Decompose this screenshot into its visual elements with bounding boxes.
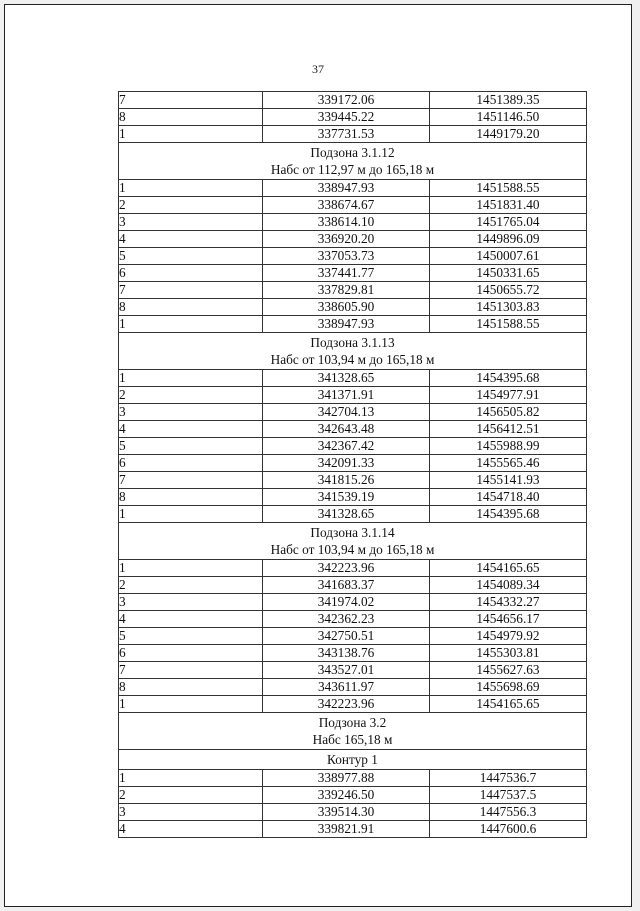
- x-coordinate-cell: 337829.81: [263, 282, 430, 299]
- y-coordinate-cell: 1449179.20: [430, 126, 587, 143]
- zone-height-range: Набс от 112,97 м до 165,18 м: [270, 162, 435, 177]
- y-coordinate-cell: 1451146.50: [430, 109, 587, 126]
- point-number-cell: 1: [119, 126, 263, 143]
- table-row: [119, 197, 587, 214]
- x-coordinate-cell: 338614.10: [263, 214, 430, 231]
- table-row: [119, 214, 587, 231]
- y-coordinate-cell: 1454332.27: [430, 594, 587, 611]
- point-number-cell: 5: [119, 438, 263, 455]
- x-coordinate-cell: 341815.26: [263, 472, 430, 489]
- table-row: [119, 438, 587, 455]
- point-number-cell: 2: [119, 387, 263, 404]
- table-row: [119, 787, 587, 804]
- y-coordinate-cell: 1447537.5: [430, 787, 587, 804]
- zone-height-range: Набс 165,18 м: [312, 732, 393, 747]
- zone-title: Подзона 3.1.14: [310, 525, 395, 540]
- y-coordinate-cell: 1455565.46: [430, 455, 587, 472]
- table-row: [119, 92, 587, 109]
- x-coordinate-cell: 342643.48: [263, 421, 430, 438]
- y-coordinate-cell: 1455303.81: [430, 645, 587, 662]
- table-row: [119, 662, 587, 679]
- y-coordinate-cell: 1450655.72: [430, 282, 587, 299]
- zone-title: Подзона 3.1.13: [310, 335, 395, 350]
- y-coordinate-cell: 1454656.17: [430, 611, 587, 628]
- table-row: [119, 594, 587, 611]
- x-coordinate-cell: 341371.91: [263, 387, 430, 404]
- zone-heading-cell: [119, 523, 587, 560]
- table-row: [119, 472, 587, 489]
- point-number-cell: 2: [119, 577, 263, 594]
- x-coordinate-cell: 341328.65: [263, 370, 430, 387]
- y-coordinate-cell: 1451588.55: [430, 180, 587, 197]
- table-row: [119, 611, 587, 628]
- table-row: [119, 560, 587, 577]
- zone-heading-row: [119, 750, 587, 770]
- x-coordinate-cell: 338605.90: [263, 299, 430, 316]
- point-number-cell: 7: [119, 472, 263, 489]
- zone-heading-cell: [119, 333, 587, 370]
- point-number-cell: 4: [119, 421, 263, 438]
- point-number-cell: 3: [119, 404, 263, 421]
- x-coordinate-cell: 341328.65: [263, 506, 430, 523]
- table-row: [119, 316, 587, 333]
- point-number-cell: 1: [119, 770, 263, 787]
- point-number-cell: 1: [119, 180, 263, 197]
- table-row: [119, 770, 587, 787]
- table-row: [119, 404, 587, 421]
- y-coordinate-cell: 1447536.7: [430, 770, 587, 787]
- zone-heading-cell: [119, 713, 587, 750]
- point-number-cell: 2: [119, 787, 263, 804]
- point-number-cell: 5: [119, 628, 263, 645]
- x-coordinate-cell: 343611.97: [263, 679, 430, 696]
- x-coordinate-cell: 338947.93: [263, 180, 430, 197]
- table-row: [119, 804, 587, 821]
- table-row: [119, 180, 587, 197]
- y-coordinate-cell: 1455141.93: [430, 472, 587, 489]
- zone-height-range: Набс от 103,94 м до 165,18 м: [270, 542, 435, 557]
- x-coordinate-cell: 339172.06: [263, 92, 430, 109]
- x-coordinate-cell: 342362.23: [263, 611, 430, 628]
- point-number-cell: 8: [119, 109, 263, 126]
- point-number-cell: 4: [119, 611, 263, 628]
- zone-height-range: Набс от 103,94 м до 165,18 м: [270, 352, 435, 367]
- table-row: [119, 387, 587, 404]
- table-row: [119, 696, 587, 713]
- point-number-cell: 5: [119, 248, 263, 265]
- y-coordinate-cell: 1447556.3: [430, 804, 587, 821]
- x-coordinate-cell: 342750.51: [263, 628, 430, 645]
- y-coordinate-cell: 1451303.83: [430, 299, 587, 316]
- y-coordinate-cell: 1455698.69: [430, 679, 587, 696]
- y-coordinate-cell: 1451831.40: [430, 197, 587, 214]
- table-row: [119, 265, 587, 282]
- point-number-cell: 1: [119, 560, 263, 577]
- y-coordinate-cell: 1456505.82: [430, 404, 587, 421]
- table-row: [119, 421, 587, 438]
- y-coordinate-cell: 1454718.40: [430, 489, 587, 506]
- point-number-cell: 1: [119, 370, 263, 387]
- point-number-cell: 7: [119, 282, 263, 299]
- y-coordinate-cell: 1454979.92: [430, 628, 587, 645]
- x-coordinate-cell: 342091.33: [263, 455, 430, 472]
- table-row: [119, 628, 587, 645]
- point-number-cell: 8: [119, 679, 263, 696]
- point-number-cell: 7: [119, 662, 263, 679]
- table-row: [119, 506, 587, 523]
- coordinates-table: [118, 91, 587, 838]
- page-number: 37: [312, 62, 324, 76]
- y-coordinate-cell: 1456412.51: [430, 421, 587, 438]
- table-row: [119, 821, 587, 838]
- x-coordinate-cell: 343138.76: [263, 645, 430, 662]
- zone-heading-row: [119, 713, 587, 750]
- x-coordinate-cell: 337441.77: [263, 265, 430, 282]
- x-coordinate-cell: 341539.19: [263, 489, 430, 506]
- x-coordinate-cell: 342223.96: [263, 560, 430, 577]
- x-coordinate-cell: 343527.01: [263, 662, 430, 679]
- y-coordinate-cell: 1454395.68: [430, 506, 587, 523]
- table-row: [119, 679, 587, 696]
- point-number-cell: 3: [119, 214, 263, 231]
- x-coordinate-cell: 338674.67: [263, 197, 430, 214]
- y-coordinate-cell: 1451765.04: [430, 214, 587, 231]
- y-coordinate-cell: 1455627.63: [430, 662, 587, 679]
- y-coordinate-cell: 1454395.68: [430, 370, 587, 387]
- zone-title: Подзона 3.2: [318, 715, 387, 730]
- x-coordinate-cell: 337053.73: [263, 248, 430, 265]
- y-coordinate-cell: 1454977.91: [430, 387, 587, 404]
- document-page: [4, 4, 632, 907]
- x-coordinate-cell: 337731.53: [263, 126, 430, 143]
- y-coordinate-cell: 1454165.65: [430, 696, 587, 713]
- table-row: [119, 645, 587, 662]
- point-number-cell: 1: [119, 316, 263, 333]
- zone-heading-row: [119, 143, 587, 180]
- point-number-cell: 3: [119, 594, 263, 611]
- table-row: [119, 231, 587, 248]
- point-number-cell: 4: [119, 821, 263, 838]
- x-coordinate-cell: 336920.20: [263, 231, 430, 248]
- table-row: [119, 109, 587, 126]
- y-coordinate-cell: 1449896.09: [430, 231, 587, 248]
- coordinates-table-body: [119, 92, 587, 838]
- table-row: [119, 489, 587, 506]
- x-coordinate-cell: 342223.96: [263, 696, 430, 713]
- point-number-cell: 4: [119, 231, 263, 248]
- point-number-cell: 2: [119, 197, 263, 214]
- x-coordinate-cell: 341683.37: [263, 577, 430, 594]
- table-row: [119, 126, 587, 143]
- y-coordinate-cell: 1455988.99: [430, 438, 587, 455]
- y-coordinate-cell: 1447600.6: [430, 821, 587, 838]
- x-coordinate-cell: 341974.02: [263, 594, 430, 611]
- x-coordinate-cell: 339514.30: [263, 804, 430, 821]
- point-number-cell: 7: [119, 92, 263, 109]
- zone-heading-cell: [119, 750, 587, 770]
- x-coordinate-cell: 339821.91: [263, 821, 430, 838]
- point-number-cell: 8: [119, 299, 263, 316]
- point-number-cell: 6: [119, 265, 263, 282]
- y-coordinate-cell: 1451588.55: [430, 316, 587, 333]
- x-coordinate-cell: 338977.88: [263, 770, 430, 787]
- table-row: [119, 248, 587, 265]
- zone-heading-row: [119, 523, 587, 560]
- point-number-cell: 6: [119, 645, 263, 662]
- x-coordinate-cell: 342367.42: [263, 438, 430, 455]
- zone-heading-cell: [119, 143, 587, 180]
- y-coordinate-cell: 1450331.65: [430, 265, 587, 282]
- y-coordinate-cell: 1451389.35: [430, 92, 587, 109]
- zone-title: Контур 1: [327, 752, 378, 767]
- zone-heading-row: [119, 333, 587, 370]
- y-coordinate-cell: 1454165.65: [430, 560, 587, 577]
- table-row: [119, 299, 587, 316]
- table-row: [119, 282, 587, 299]
- y-coordinate-cell: 1450007.61: [430, 248, 587, 265]
- table-row: [119, 577, 587, 594]
- table-row: [119, 455, 587, 472]
- table-row: [119, 370, 587, 387]
- x-coordinate-cell: 338947.93: [263, 316, 430, 333]
- y-coordinate-cell: 1454089.34: [430, 577, 587, 594]
- x-coordinate-cell: 339246.50: [263, 787, 430, 804]
- x-coordinate-cell: 342704.13: [263, 404, 430, 421]
- zone-title: Подзона 3.1.12: [310, 145, 395, 160]
- point-number-cell: 8: [119, 489, 263, 506]
- point-number-cell: 3: [119, 804, 263, 821]
- point-number-cell: 6: [119, 455, 263, 472]
- point-number-cell: 1: [119, 506, 263, 523]
- x-coordinate-cell: 339445.22: [263, 109, 430, 126]
- point-number-cell: 1: [119, 696, 263, 713]
